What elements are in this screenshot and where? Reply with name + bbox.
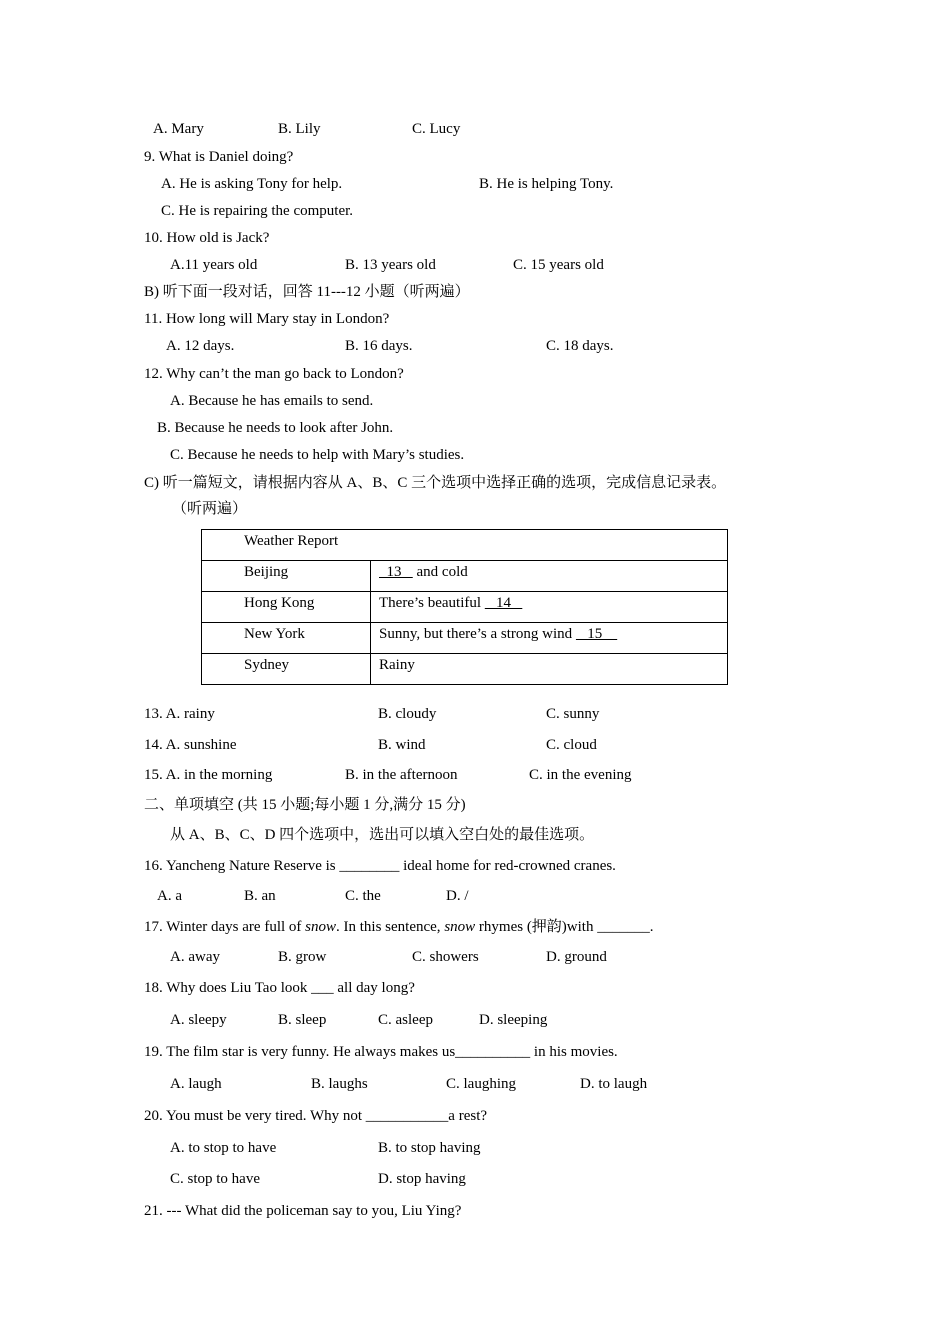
q18-option-c: C. asleep xyxy=(378,1012,433,1028)
q17-option-d: D. ground xyxy=(546,949,607,965)
q16-option-b: B. an xyxy=(244,888,276,904)
weather-cell: Sunny, but there’s a strong wind 15 xyxy=(371,623,728,654)
answer-blank: 13 xyxy=(379,564,413,580)
q12-option-c: C. Because he needs to help with Mary’s studies. xyxy=(170,447,465,463)
q19-option-a: A. laugh xyxy=(170,1076,222,1092)
q13-option-b: B. cloudy xyxy=(378,706,437,722)
q14-question: 14. A. sunshine xyxy=(144,737,237,753)
q17-option-c: C. showers xyxy=(412,949,479,965)
q9-option-b: B. He is helping Tony. xyxy=(479,176,614,192)
q19-option-c: C. laughing xyxy=(446,1076,516,1092)
q8-option-b: B. Lily xyxy=(278,121,321,137)
city-cell: Sydney xyxy=(202,654,371,685)
answer-blank: 14 xyxy=(484,595,523,611)
q11-option-c: C. 18 days. xyxy=(546,338,614,354)
q8-option-c: C. Lucy xyxy=(412,121,461,137)
answer-blank: 15 xyxy=(575,626,618,642)
q19-option-d: D. to laugh xyxy=(580,1076,648,1092)
q10-option-b: B. 13 years old xyxy=(345,257,436,273)
q21-question: 21. --- What did the policeman say to you, Liu Ying? xyxy=(144,1203,462,1219)
q18-question: 18. Why does Liu Tao look ___ all day long? xyxy=(144,980,415,996)
q20-option-b: B. to stop having xyxy=(378,1140,481,1156)
table-row xyxy=(202,561,728,592)
q19-option-b: B. laughs xyxy=(311,1076,368,1092)
q13-option-c: C. sunny xyxy=(546,706,600,722)
weather-report-table xyxy=(201,529,728,685)
q17-option-a: A. away xyxy=(170,949,220,965)
section-c-heading: C) 听一篇短文，请根据内容从 A、B、C 三个选项中选择正确的选项，完成信息记录表。 xyxy=(144,475,727,491)
q13-question: 13. A. rainy xyxy=(144,706,215,722)
q16-option-a: A. a xyxy=(157,888,182,904)
q11-option-a: A. 12 days. xyxy=(166,338,235,354)
q16-question: 16. Yancheng Nature Reserve is ________ ideal home for red-crowned cranes. xyxy=(144,858,616,874)
q17-question: 17. Winter days are full of snow. In this sentence, snow rhymes (押韵)with _______. xyxy=(144,919,654,935)
q15-option-c: C. in the evening xyxy=(529,767,632,783)
section-c-heading-cont: （听两遍） xyxy=(172,501,248,517)
q20-option-a: A. to stop to have xyxy=(170,1140,277,1156)
q9-option-c: C. He is repairing the computer. xyxy=(161,203,354,219)
q9-question: 9. What is Daniel doing? xyxy=(144,149,294,165)
q11-option-b: B. 16 days. xyxy=(345,338,413,354)
city-cell: New York xyxy=(202,623,371,654)
table-title: Weather Report xyxy=(202,530,728,561)
table-row xyxy=(202,654,728,685)
q12-option-b: B. Because he needs to look after John. xyxy=(157,420,394,436)
q12-question: 12. Why can’t the man go back to London? xyxy=(144,366,404,382)
q8-option-a: A. Mary xyxy=(153,121,204,137)
city-cell: Hong Kong xyxy=(202,592,371,623)
weather-cell: There’s beautiful 14 xyxy=(371,592,728,623)
q20-option-d: D. stop having xyxy=(378,1171,466,1187)
table-title-row xyxy=(202,530,728,561)
q20-question: 20. You must be very tired. Why not ___________a rest? xyxy=(144,1108,488,1124)
q9-option-a: A. He is asking Tony for help. xyxy=(161,176,343,192)
q14-option-c: C. cloud xyxy=(546,737,597,753)
q10-option-a: A.11 years old xyxy=(170,257,258,273)
part2-instruction: 从 A、B、C、D 四个选项中，选出可以填入空白处的最佳选项。 xyxy=(170,827,595,843)
q18-option-b: B. sleep xyxy=(278,1012,327,1028)
city-cell: Beijing xyxy=(202,561,371,592)
q17-option-b: B. grow xyxy=(278,949,327,965)
q16-option-d: D. / xyxy=(446,888,469,904)
q20-option-c: C. stop to have xyxy=(170,1171,260,1187)
q11-question: 11. How long will Mary stay in London? xyxy=(144,311,390,327)
q10-question: 10. How old is Jack? xyxy=(144,230,270,246)
q18-option-a: A. sleepy xyxy=(170,1012,227,1028)
q15-option-b: B. in the afternoon xyxy=(345,767,458,783)
q14-option-b: B. wind xyxy=(378,737,426,753)
weather-cell: Rainy xyxy=(371,654,728,685)
q15-question: 15. A. in the morning xyxy=(144,767,273,783)
q10-option-c: C. 15 years old xyxy=(513,257,604,273)
weather-cell: 13 and cold xyxy=(371,561,728,592)
q12-option-a: A. Because he has emails to send. xyxy=(170,393,374,409)
table-row xyxy=(202,623,728,654)
part2-title: 二、单项填空 (共 15 小题;每小题 1 分,满分 15 分) xyxy=(144,797,466,813)
q16-option-c: C. the xyxy=(345,888,381,904)
table-row xyxy=(202,592,728,623)
section-b-heading: B) 听下面一段对话，回答 11---12 小题（听两遍） xyxy=(144,284,470,300)
q19-question: 19. The film star is very funny. He always makes us__________ in his movies. xyxy=(144,1044,618,1060)
q18-option-d: D. sleeping xyxy=(479,1012,548,1028)
